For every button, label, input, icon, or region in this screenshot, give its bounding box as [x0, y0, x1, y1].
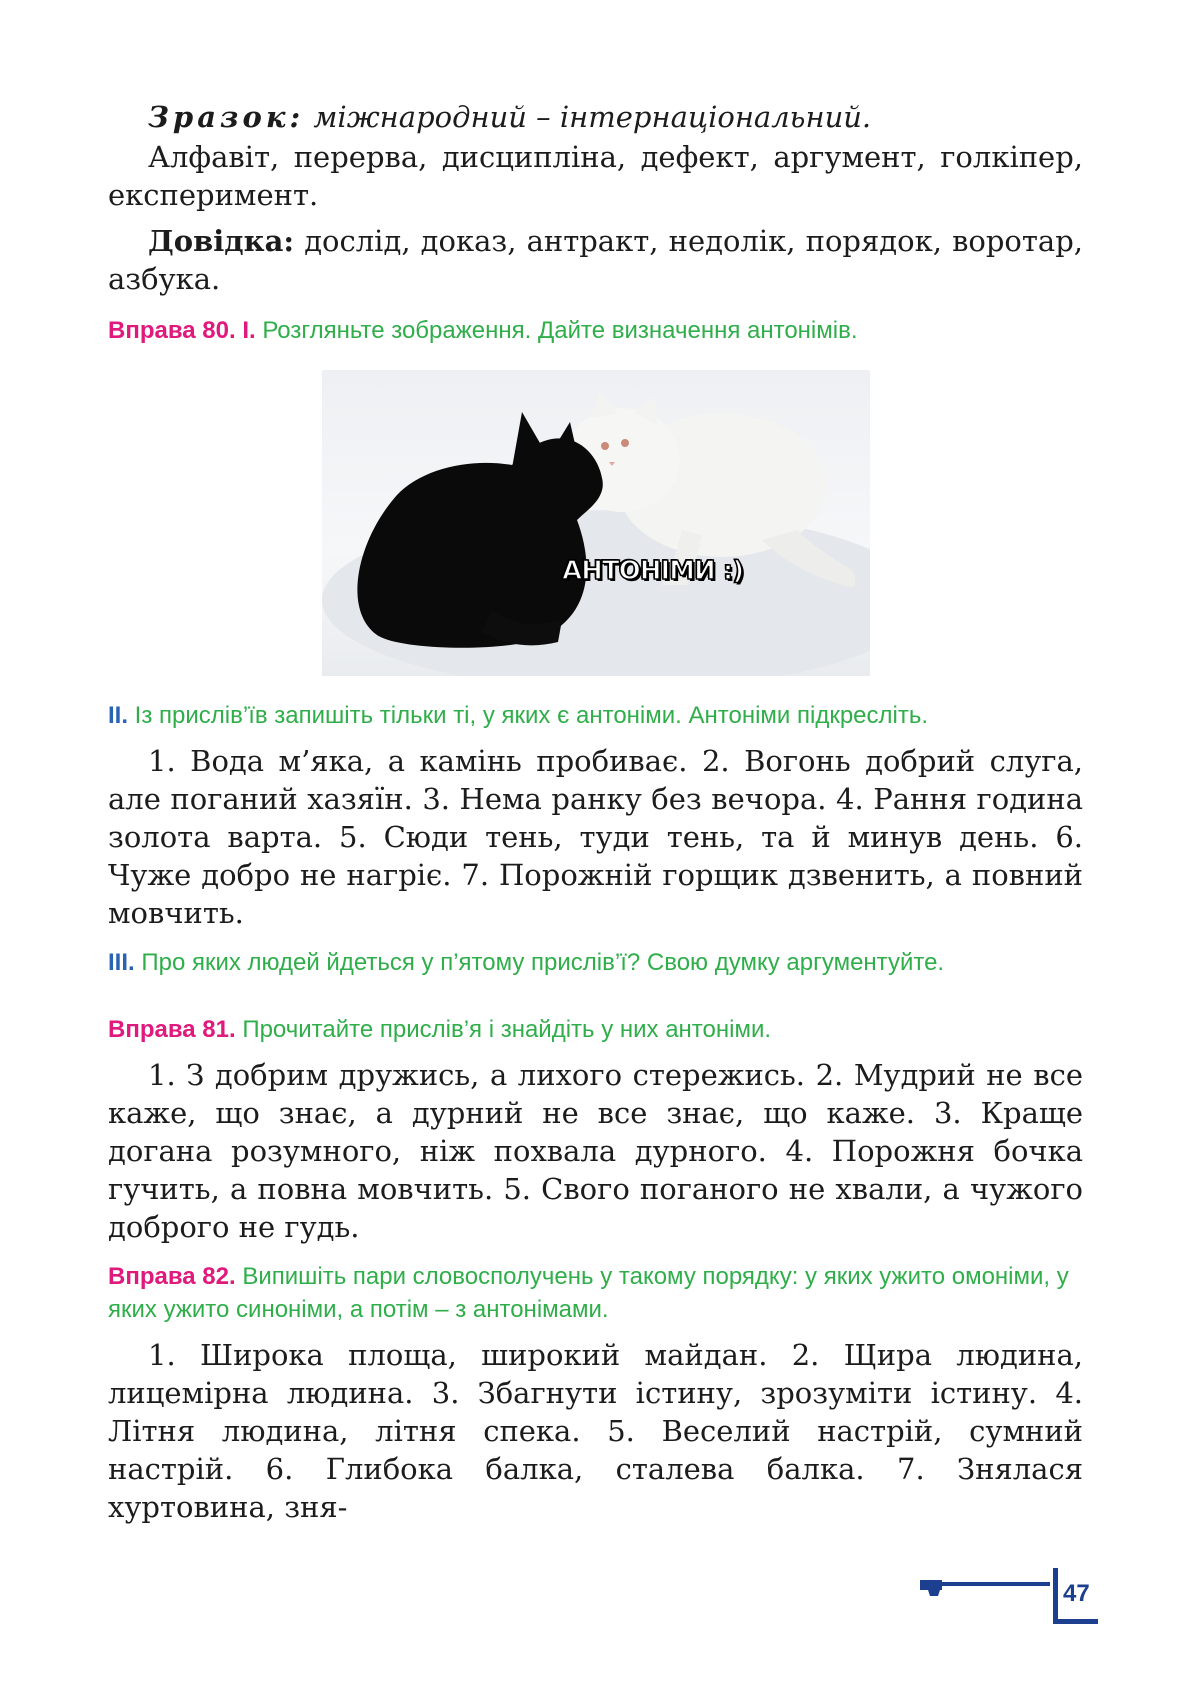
exercise-80-part2-text: Із прислів’їв запишіть тільки ті, у яких є антоніми. Антоніми підкресліть.: [128, 702, 929, 729]
exercise-81-proverbs: 1. З добрим дружись, а лихого стережись. 2. Мудрий не все каже, що знає, а дурний не все знає, що каже. 3. Краще догана розумного, ніж похвала дурного. 4. Порожня бочка гучить, а повна мовчить. 5. Свого поганого не хвали, а чужого доброго не гудь.: [108, 1058, 1083, 1244]
reference-text: дослід, доказ, антракт, недолік, порядок, воротар, азбука.: [108, 224, 1083, 296]
exercise-80-label: Вправа 80.: [108, 317, 236, 344]
exercise-80-part3-label: III.: [108, 949, 135, 976]
exercise-80-task-2: [108, 699, 1083, 732]
page-content: [108, 98, 1083, 1526]
exercise-82-task: [108, 1260, 1083, 1326]
sample-text: міжнародний – інтернаціональний.: [304, 100, 872, 134]
exercise-81-label: Вправа 81.: [108, 1016, 236, 1043]
sample-label: Зразок:: [148, 100, 305, 134]
exercise-81-text: Прочитайте прислів’я і знайдіть у них антоніми.: [235, 1016, 772, 1043]
cats-illustration: [322, 370, 870, 676]
image-caption: АНТОНІМИ :): [562, 556, 744, 586]
exercise-80-task-1: [108, 314, 1083, 347]
exercise-82-label: Вправа 82.: [108, 1263, 236, 1290]
exercise-80-task-3: [108, 946, 1083, 979]
exercise-80-proverbs: 1. Вода м’яка, а камінь пробиває. 2. Вогонь добрий слуга, але поганий хазяїн. 3. Нема ранку без вечора. 4. Рання година золота варта. 5. Сюди тень, туди тень, та й минув день. 6. Чуже добро не нагріє. 7. Порожній горщик дзвенить, а повний мовчить.: [108, 744, 1083, 930]
cats-drawing: [322, 370, 870, 676]
exercise-82-pairs: 1. Широка площа, широкий майдан. 2. Щира людина, лицемірна людина. 3. Збагнути істину, зрозуміти істину. 4. Літня людина, літня спека. 5. Веселий настрій, сумний настрій. 6. Глибока балка, сталева балка. 7. Знялася хуртовина, зня-: [108, 1338, 1083, 1524]
black-cat: [357, 412, 602, 648]
reference-label: Довідка:: [148, 224, 295, 258]
exercise-81-task: [108, 1013, 1083, 1046]
exercise-80-part1-label: I.: [242, 317, 256, 344]
exercise-80-part3-text: Про яких людей йдеться у п’ятому прислів’ї? Свою думку аргументуйте.: [134, 949, 945, 976]
reference-paragraph: [108, 222, 1083, 298]
sample-line: [108, 98, 1083, 136]
page-number: 47: [1063, 1580, 1090, 1607]
words-list: Алфавіт, перерва, дисципліна, дефект, аргумент, голкіпер, експеримент.: [108, 140, 1083, 212]
exercise-80-part1-text: Розгляньте зображення. Дайте визначення антонімів.: [255, 317, 858, 344]
exercise-80-part2-label: II.: [108, 702, 129, 729]
exercise-82-text: Випишіть пари словосполучень у такому порядку: у яких ужито омоніми, у яких ужито синоніми, а потім – з антонімами.: [108, 1263, 1069, 1323]
